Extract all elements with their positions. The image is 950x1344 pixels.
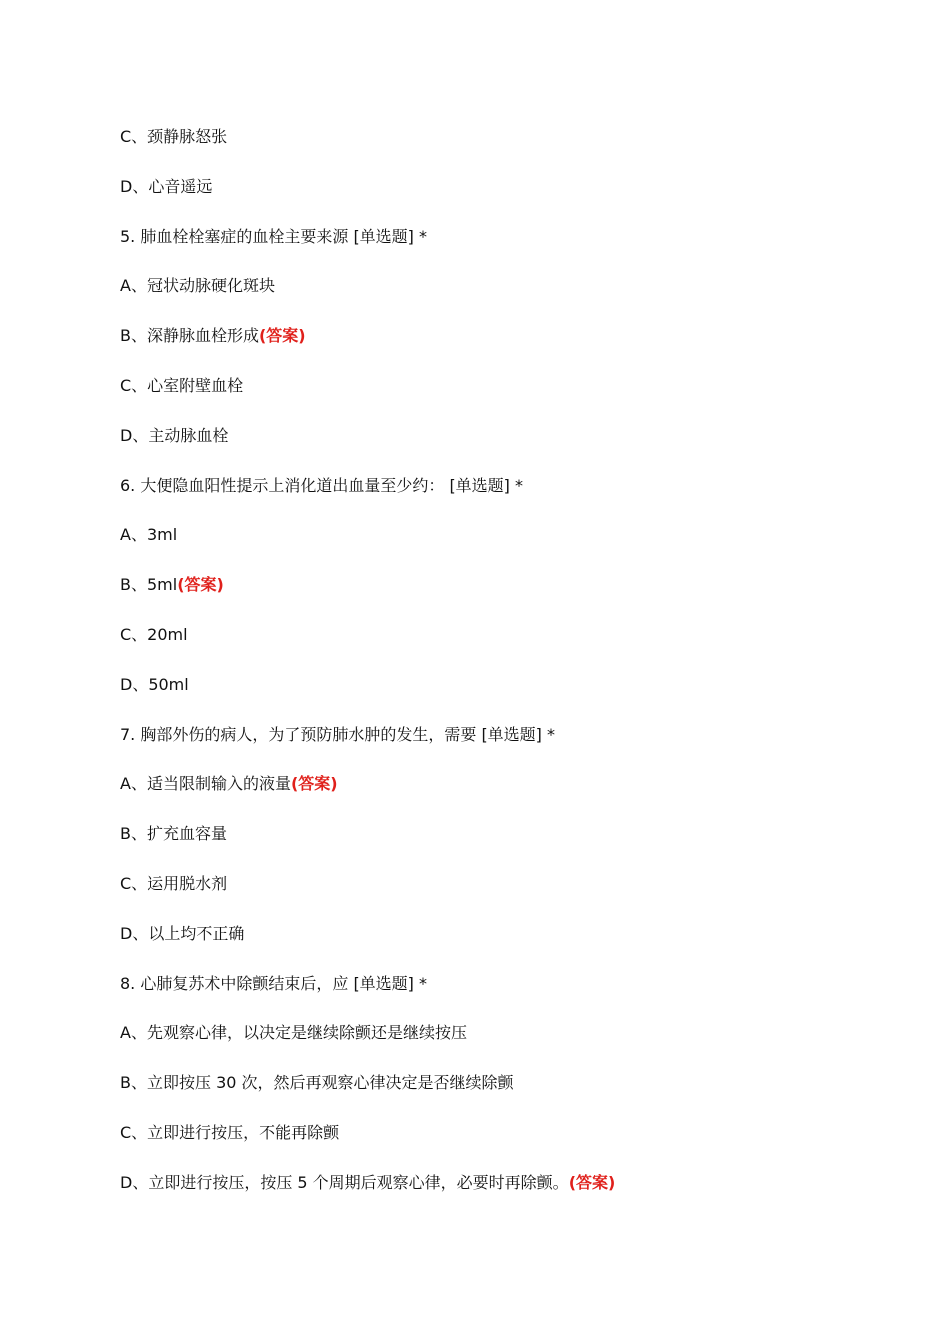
option-line <box>120 674 900 724</box>
line-text: D、主动脉血栓 <box>120 425 229 445</box>
line-text: B、立即按压 30 次，然后再观察心律决定是否继续除颤 <box>120 1073 514 1093</box>
line-text: A、冠状动脉硬化斑块 <box>120 276 275 296</box>
line-text: C、颈静脉怒张 <box>120 127 228 146</box>
line-text: C、20ml <box>120 624 188 644</box>
option-line <box>120 176 900 226</box>
document-body <box>120 126 900 1222</box>
option-line <box>120 923 900 973</box>
option-line <box>120 1122 900 1172</box>
option-line <box>120 524 900 574</box>
line-text: 8. 心肺复苏术中除颤结束后，应 [单选题] * <box>120 973 428 993</box>
answer-mark: (答案) <box>290 774 338 794</box>
option-line <box>120 624 900 674</box>
line-text: A、3ml <box>120 525 178 545</box>
option-line <box>120 275 900 325</box>
option-line <box>120 1022 900 1072</box>
option-line <box>120 574 900 624</box>
question-line <box>120 724 900 774</box>
line-text: D、50ml <box>120 674 189 694</box>
line-text: 5. 肺血栓栓塞症的血栓主要来源 [单选题] * <box>120 226 428 246</box>
line-text: A、适当限制输入的液量 <box>120 774 291 794</box>
line-text: C、心室附壁血栓 <box>120 375 244 395</box>
line-text: 7. 胸部外伤的病人，为了预防肺水肿的发生，需要 [单选题] * <box>120 724 556 744</box>
answer-mark: (答案) <box>177 575 224 595</box>
line-text: C、立即进行按压，不能再除颤 <box>120 1122 340 1142</box>
line-text: B、深静脉血栓形成 <box>120 326 259 346</box>
line-text: D、以上均不正确 <box>120 923 245 943</box>
option-line <box>120 1172 900 1222</box>
option-line <box>120 425 900 475</box>
line-text: B、扩充血容量 <box>120 824 227 844</box>
answer-mark: (答案) <box>568 1172 616 1192</box>
option-line <box>120 126 900 176</box>
option-line <box>120 873 900 923</box>
line-text: D、立即进行按压，按压 5 个周期后观察心律，必要时再除颤。 <box>120 1172 569 1192</box>
line-text: C、运用脱水剂 <box>120 873 228 893</box>
question-line <box>120 226 900 276</box>
option-line <box>120 375 900 425</box>
line-text: A、先观察心律，以决定是继续除颤还是继续按压 <box>120 1023 467 1043</box>
option-line <box>120 773 900 823</box>
question-line <box>120 973 900 1023</box>
option-line <box>120 823 900 873</box>
option-line <box>120 325 900 375</box>
answer-mark: (答案) <box>258 326 306 346</box>
line-text: B、5ml <box>120 575 178 595</box>
question-line <box>120 475 900 525</box>
option-line <box>120 1072 900 1122</box>
line-text: 6. 大便隐血阳性提示上消化道出血量至少约： [单选题] * <box>120 475 524 495</box>
line-text: D、心音遥远 <box>120 176 213 196</box>
